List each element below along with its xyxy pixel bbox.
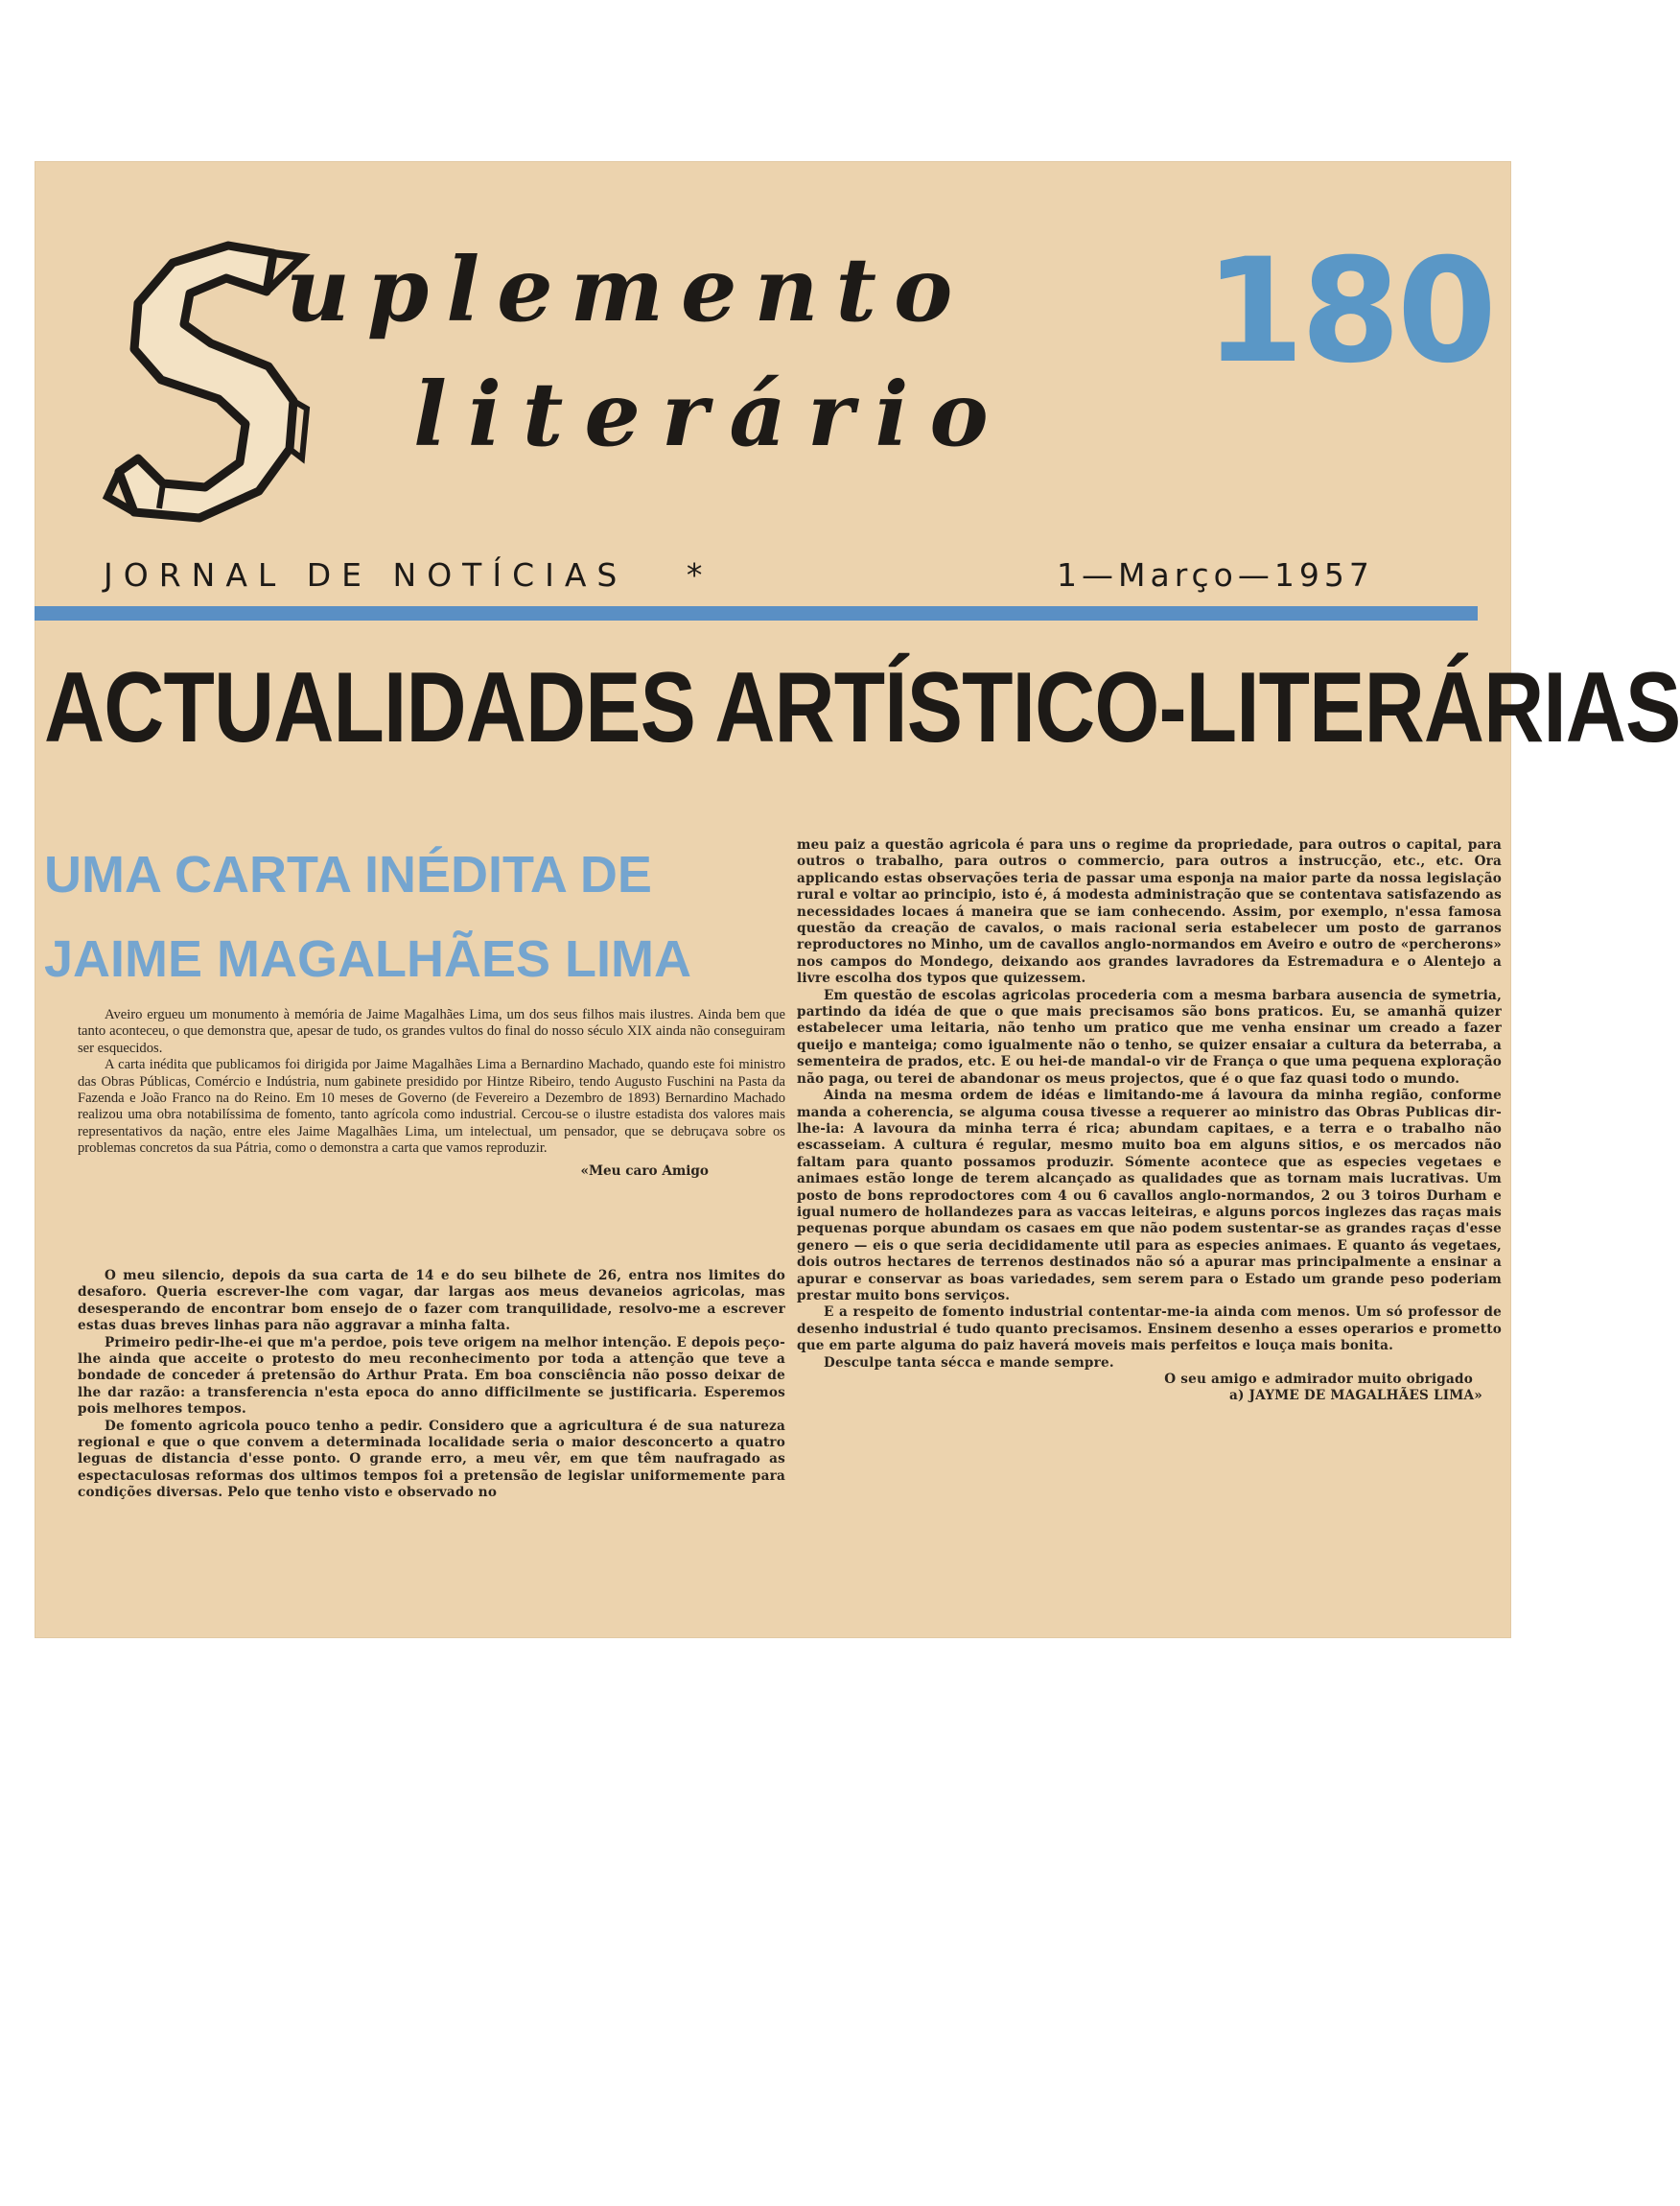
letter-paragraph-8: Desculpe tanta sécca e mande sempre.	[824, 1354, 1114, 1371]
letter-paragraph-6: Ainda na mesma ordem de idéas e limitando-me á lavoura da minha região, conforme manda a coherencia, se alguma cousa tivesse a requerer ao ministro das Obras Publicas dir-lhe-ia: A lavoura da minha terra é rica; abundam capitaes, e a terra e o trabalho não escasseiam. A cultura é regular, mesmo muito boa em alguns sitios, e os mercados não faltam para quanto possamos produzir. Sómente acontece que as especies vegetaes e animaes estão longe de terem alcançado as qualidades que as tornam mais lucrativas. Um posto de bons reprodoctores com 4 ou 6 cavallos anglo-normandos, 2 ou 3 toiros Durham e igual numero de hollandezes para as vaccas leiteiras, e alguns porcos inglezes das raças mais pequenas porque abundam os casaes em que não podem sustentar-se as grandes raças d'esse genero — eis o que seria decididamente util para as especies animaes. E quanto ás vegetaes, dois outros hectares de terrenos destinados não só a apurar mas principalmente a ensinar a apurar e conservar as boas variedades, sem serem para o Estado um grande peso poderiam prestar muito bons serviços.	[797, 1088, 1502, 1303]
letter-paragraph-3: De fomento agricola pouco tenho a pedir. Considero que a agricultura é de sua natureza regional e que o que convem a determinada localidade seria o maior desconcerto a quatro leguas de distancia d'esse ponto. O grande erro, a meu vêr, em que têm naufragado as espectaculosas reformas dos ultimos tempos foi a pretensão de legislar uniformemente para condições diversas. Pelo que tenho visto e observado no	[78, 1418, 785, 1501]
newspaper-name	[104, 556, 712, 594]
letter-paragraph-4: meu paiz a questão agricola é para uns o regime da propriedade, para outros o capital, para outros o trabalho, para outros o commercio, para outros a instrucção, etc., etc. Ora applicando estas observações teria de passar uma esponja na maior parte da nossa legislação rural e voltar ao principio, isto é, á modesta administração que se contentava satisfazendo as necessidades locaes á maneira que se iam conhecendo. Assim, por exemplo, n'essa famosa questão da creação de cavalos, o mais racional seria estabelecer um posto de garranos reproductores no Minho, um de cavallos anglo-normandos em Aveiro e outro de «percherons» nos campos do Mondego, deixando aos grandes lavradores da Estremadura e o Alentejo a livre escolha dos typos que quizessem.	[797, 837, 1502, 987]
newspaper-title: JORNAL DE NOTÍCIAS	[104, 556, 628, 594]
subhead	[44, 833, 773, 1001]
subhead-line-1: UMA CARTA INÉDITA DE	[44, 846, 652, 904]
letter-signature: a) JAYME DE MAGALHÃES LIMA»	[1228, 1388, 1482, 1404]
newspaper-clipping	[35, 161, 1680, 1638]
letter-paragraph-7: E a respeito de fomento industrial contentar-me-ia ainda com menos. Um só professor de desenho industrial é tudo quanto precisamos. Ensinem desenho a esses operarios e prometto que em parte alguma do paiz haverá moveis mais perfeitos e louça mais bonita.	[797, 1304, 1502, 1354]
title-line-2: literário	[413, 363, 1010, 466]
issue-date: 1—Março—1957	[1057, 556, 1374, 594]
subhead-line-2: JAIME MAGALHÃES LIMA	[44, 930, 691, 988]
issue-number: 180	[1204, 228, 1494, 395]
letter-closing: O seu amigo e admirador muito obrigado	[1164, 1372, 1473, 1387]
logo-s-icon	[105, 236, 307, 524]
intro-paragraph-1: Aveiro ergueu um monumento à memória de Jaime Magalhães Lima, um dos seus filhos mais ilustres. Ainda bem que tanto aconteceu, o que demonstra que, apesar de tudo, os grandes vultos do final do nosso século XIX ainda não conseguiram ser esquecidos.	[78, 1007, 785, 1056]
separator-star: *	[686, 556, 713, 594]
letter-paragraph-5: Em questão de escolas agricolas procederia com a mesma barbara ausencia de symetria, partindo da idéa de que o que mais precisamos são bons praticos. Eu, se amanhã quizer estabelecer uma leitaria, não tenho um pratico que me venha ensinar um creado a fazer queijo e manteiga; como igualmente não o tenho, se quizer ensaiar a cultura da beterraba, a sementeira de prados, etc. E ou hei-de mandal-o vir de França o que uma pequena exploração não paga, ou terei de abandonar os meus projectos, que é o que faz quasi todo o mundo.	[797, 987, 1502, 1087]
headline-text: ACTUALIDADES ARTÍSTICO-LITERÁRIAS	[44, 652, 1680, 763]
letter-column-left	[78, 1268, 785, 1502]
masthead-divider	[35, 606, 1478, 621]
intro-paragraph-2: A carta inédita que publicamos foi dirigida por Jaime Magalhães Lima a Bernardino Machado, quando este foi ministro das Obras Públicas, Comércio e Indústria, num gabinete presidido por Hintze Ribeiro, tendo Augusto Fuschini na Pasta da Fazenda e João Franco na do Reino. Em 10 meses de Governo (de Fevereiro a Dezembro de 1893) Bernardino Machado realizou uma obra notabilíssima de fomento, tanto agrícola como industrial. Cercou-se o ilustre estadista dos valores mais representativos da nação, entre eles Jaime Magalhães Lima, um intelectual, um pensador, que se debruçava sobre os problemas concretos da sua Pátria, como o demonstra a carta que vamos reproduzir.	[78, 1057, 785, 1157]
letter-column-right	[797, 837, 1502, 1405]
headline	[44, 648, 1680, 768]
letter-salutation: «Meu caro Amigo	[580, 1162, 709, 1179]
letter-paragraph-2: Primeiro pedir-lhe-ei que m'a perdoe, pois teve origem na melhor intenção. E depois peço-lhe ainda que acceite o protesto do meu reconhecimento por toda a attenção que teve a bondade de conceder á pretensão do Arthur Prata. Em boa consciência não posso deixar de lhe dar razão: a transferencia n'esta epoca do anno difficilmente se justificaria. Esperemos pois melhores tempos.	[78, 1334, 785, 1418]
letter-paragraph-1: O meu silencio, depois da sua carta de 14 e do seu bilhete de 26, entra nos limites do desaforo. Queria escrever-lhe com vagar, dar largas aos meus devaneios agricolas, mas desesperando de encontrar bom ensejo de o fazer com tranquilidade, resolvo-me a escrever estas duas breves linhas para não aggravar a minha falta.	[78, 1268, 785, 1334]
title-line-1: uplemento	[286, 238, 970, 341]
intro-column	[78, 1007, 785, 1185]
